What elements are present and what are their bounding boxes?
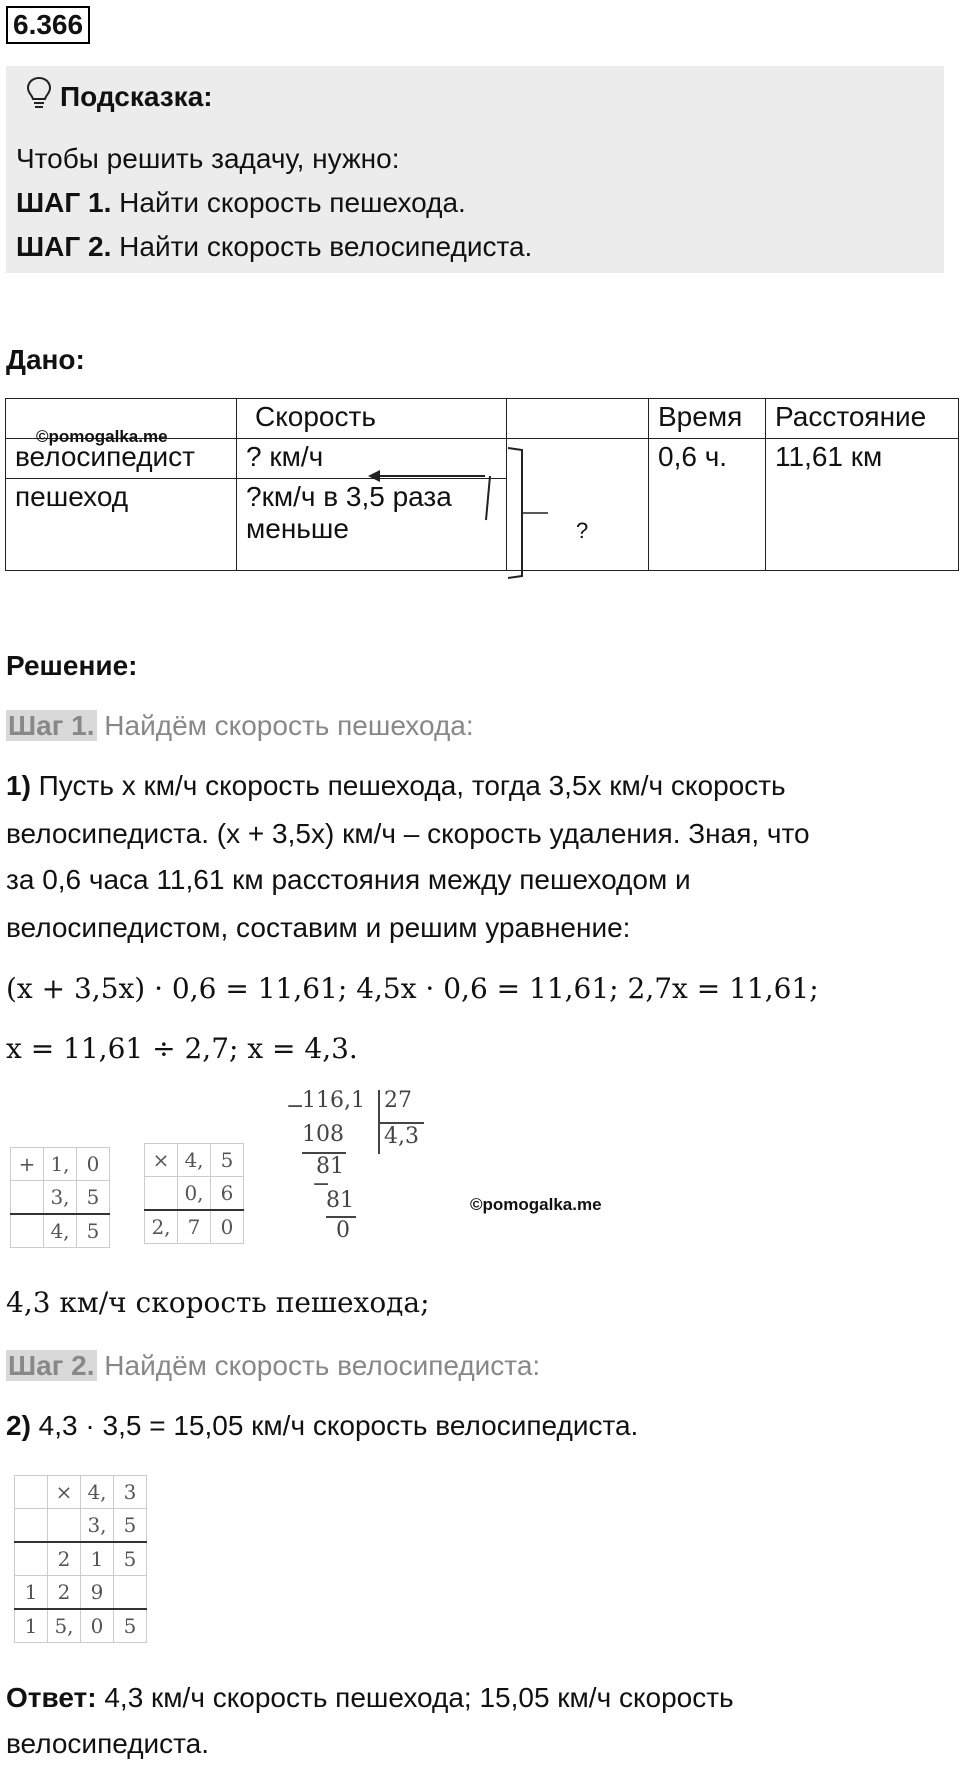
- cyclist-speed: ? км/ч: [237, 439, 507, 479]
- hint-step2: ШАГ 2. Найти скорость велосипедиста.: [16, 231, 533, 262]
- p1-line3: за 0,6 часа 11,61 км расстояния между пешеходом и: [6, 864, 691, 895]
- hint-intro: Чтобы решить задачу, нужно:: [16, 143, 400, 174]
- cyclist-label: ©pomogalka.me велосипедист: [6, 439, 237, 479]
- pedestrian-speed: ?км/ч в 3,5 раза меньше: [237, 479, 507, 571]
- p1-line2: велосипедиста. (x + 3,5x) км/ч – скорость удаления. Зная, что: [6, 818, 810, 849]
- answer-line1: Ответ: 4,3 км/ч скорость пешехода; 15,05 км/ч скорость: [6, 1682, 734, 1713]
- hint-step1: ШАГ 1. Найти скорость пешехода.: [16, 187, 466, 218]
- header-time: Время: [649, 399, 766, 439]
- answer-line2: велосипедиста.: [6, 1728, 210, 1759]
- solution-title: Решение:: [6, 650, 138, 681]
- hint-title: Подсказка:: [26, 76, 213, 117]
- equation-1: (x + 3,5x) · 0,6 = 11,61; 4,5x · 0,6 = 11,61; 2,7x = 11,61;: [6, 972, 819, 1005]
- header-speed: Скорость: [237, 399, 507, 439]
- table-arrow-bracket: [0, 0, 960, 600]
- given-title: Дано:: [6, 344, 85, 375]
- long-division: − 116,1 27 4,3 108 81 − 81 0: [286, 1088, 426, 1258]
- step2-heading: Шаг 2. Найдём скорость велосипедиста:: [8, 1350, 541, 1381]
- cyclist-time: 0,6 ч.: [649, 439, 766, 571]
- bracket-question: ?: [576, 518, 589, 543]
- calc-multiplication-2: × 4, 3 3, 5 2 1 5 1 2 9 1 5, 0 5: [14, 1475, 147, 1643]
- p1-line1: 1) Пусть x км/ч скорость пешехода, тогда 3,5x км/ч скорость: [6, 770, 786, 801]
- p2-line: 2) 4,3 · 3,5 = 15,05 км/ч скорость велосипедиста.: [6, 1410, 639, 1441]
- cyclist-distance: 11,61 км: [766, 439, 959, 571]
- problem-number: 6.366: [6, 6, 90, 44]
- p1-line4: велосипедистом, составим и решим уравнение:: [6, 912, 631, 943]
- calc-multiplication: × 4, 5 0, 6 2, 7 0: [144, 1143, 244, 1244]
- equation-2: x = 11,61 ÷ 2,7; x = 4,3.: [6, 1032, 358, 1065]
- pedestrian-label: пешеход: [6, 479, 237, 571]
- step1-heading: Шаг 1. Найдём скорость пешехода:: [8, 710, 474, 741]
- header-distance: Расстояние: [766, 399, 959, 439]
- calc-addition: + 1, 0 3, 5 4, 5: [10, 1147, 110, 1248]
- result-1: 4,3 км/ч скорость пешехода;: [6, 1286, 430, 1319]
- watermark: ©pomogalka.me: [470, 1195, 602, 1214]
